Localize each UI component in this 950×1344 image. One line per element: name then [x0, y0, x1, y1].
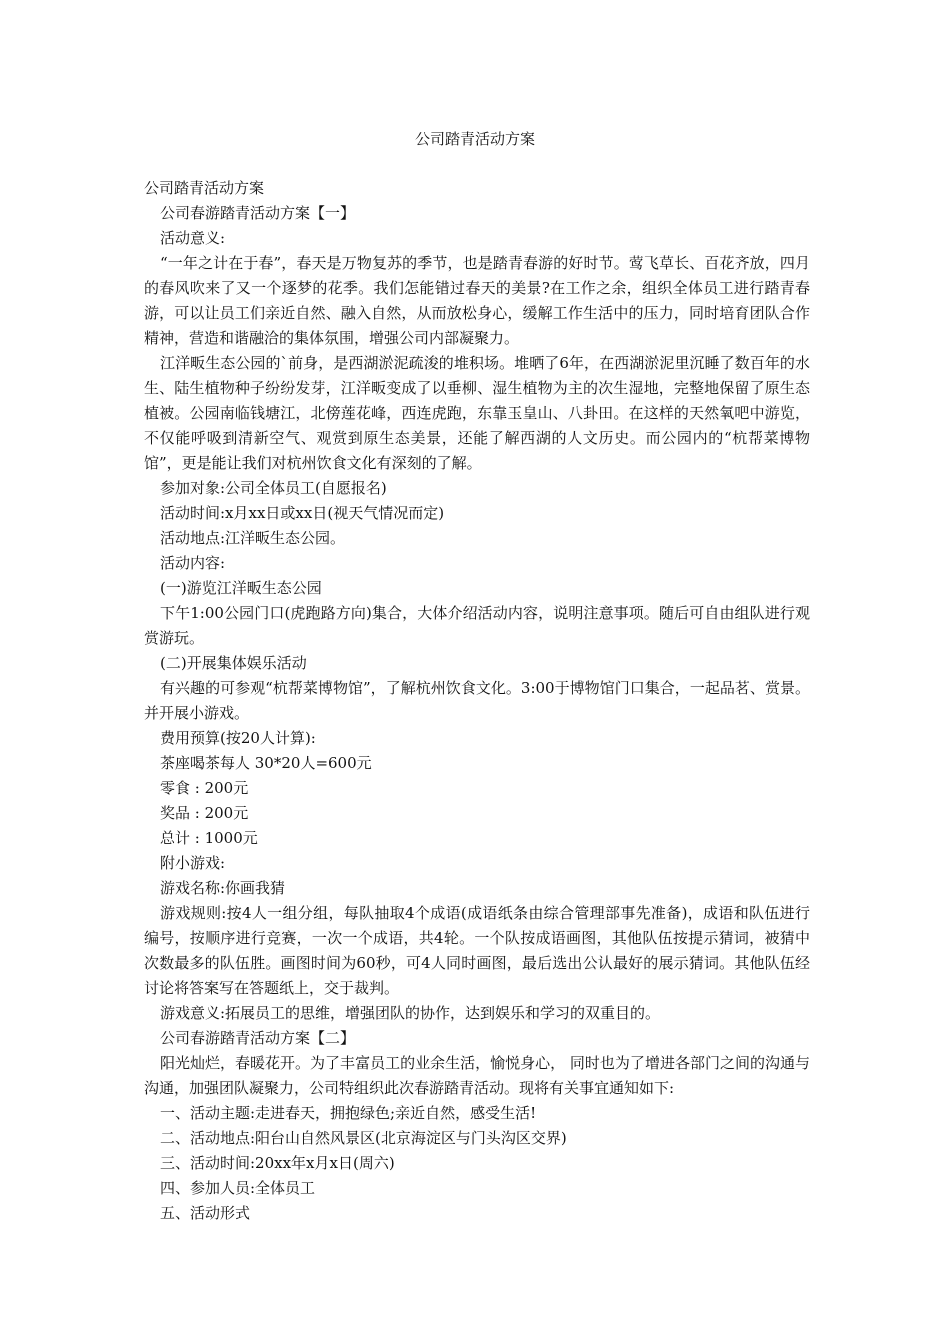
section-heading-plan-one: 公司春游踏青活动方案【一】 — [160, 204, 356, 222]
paragraph-date: 三、活动时间:20xx年x月x日(周六) — [160, 1154, 395, 1172]
paragraph-budget-total: 总计 : 1000元 — [160, 829, 258, 847]
paragraph-purpose: “一年之计在于春”，春天是万物复苏的季节，也是踏青春游的好时节。莺飞草长、百花齐放，四月的春风吹来了又一个逐梦的花季。我们怎能错过春天的美景?在工作之余，组织全体员工进行踏青春游，可以让员工们亲近自然、融入自然，从而放松身心，缓解工作生活中的压力，同时培育团队合作精神，营造和谐融洽的集体氛围，增强公司内部凝聚力。 — [144, 254, 810, 347]
paragraph-venue: 二、活动地点:阳台山自然风景区(北京海淀区与门头沟区交界) — [160, 1129, 567, 1147]
paragraph-budget-prizes: 奖品 : 200元 — [160, 804, 249, 822]
paragraph-participants: 参加对象:公司全体员工(自愿报名) — [160, 479, 387, 497]
paragraph-content-label: 活动内容: — [160, 554, 226, 572]
paragraph-subtitle: 公司踏青活动方案 — [144, 179, 265, 197]
paragraph-item-one-detail: 下午1:00公园门口(虎跑路方向)集合，大体介绍活动内容，说明注意事项。随后可自由组队进行观赏游玩。 — [144, 604, 810, 647]
paragraph-theme: 一、活动主题:走进春天，拥抱绿色;亲近自然，感受生活! — [160, 1104, 537, 1122]
paragraph-attendees: 四、参加人员:全体员工 — [160, 1179, 316, 1197]
paragraph-games-label: 附小游戏: — [160, 854, 226, 872]
paragraph-item-two: (二)开展集体娱乐活动 — [160, 654, 307, 672]
paragraph-game-meaning: 游戏意义:拓展员工的思维，增强团队的协作，达到娱乐和学习的双重目的。 — [160, 1004, 661, 1022]
paragraph-game-name: 游戏名称:你画我猜 — [160, 879, 286, 897]
section-heading-plan-two: 公司春游踏青活动方案【二】 — [160, 1029, 356, 1047]
paragraph-location: 活动地点:江洋畈生态公园。 — [160, 529, 346, 547]
paragraph-park-intro: 江洋畈生态公园的`前身，是西湖淤泥疏浚的堆积场。堆晒了6年，在西湖淤泥里沉睡了数百年的水生、陆生植物种子纷纷发芽，江洋畈变成了以垂柳、湿生植物为主的次生湿地，完整地保留了原生态植被。公园南临钱塘江，北傍莲花峰，西连虎跑，东靠玉皇山、八卦田。在这样的天然氧吧中游览，不仅能呼吸到清新空气、观赏到原生态美景，还能了解西湖的人文历史。而公园内的“杭帮菜博物馆”，更是能让我们对杭州饮食文化有深刻的了解。 — [144, 354, 810, 472]
paragraph-format: 五、活动形式 — [160, 1204, 251, 1222]
paragraph-plan-two-intro: 阳光灿烂，春暖花开。为了丰富员工的业余生活，愉悦身心， 同时也为了增进各部门之间的沟通与沟通，加强团队凝聚力，公司特组织此次春游踏青活动。现将有关事宜通知如下: — [144, 1054, 810, 1097]
paragraph-time: 活动时间:x月xx日或xx日(视天气情况而定) — [160, 504, 445, 522]
paragraph-purpose-label: 活动意义: — [160, 229, 226, 247]
paragraph-game-rules: 游戏规则:按4人一组分组，每队抽取4个成语(成语纸条由综合管理部事先准备)，成语和队伍进行编号，按顺序进行竞赛，一次一个成语，共4轮。一个队按成语画图，其他队伍按提示猜词，被猜中次数最多的队伍胜。画图时间为60秒，可4人同时画图，最后选出公认最好的展示猜词。其他队伍经讨论将答案写在答题纸上，交于裁判。 — [144, 904, 810, 997]
paragraph-item-two-detail: 有兴趣的可参观“杭帮菜博物馆”，了解杭州饮食文化。3:00于博物馆门口集合，一起品茗、赏景。并开展小游戏。 — [144, 679, 810, 722]
paragraph-budget-tea: 茶座喝茶每人 30*20人=600元 — [160, 754, 372, 772]
paragraph-item-one: (一)游览江洋畈生态公园 — [160, 579, 322, 597]
document-title: 公司踏青活动方案 — [414, 130, 535, 148]
paragraph-budget-snacks: 零食 : 200元 — [160, 779, 249, 797]
paragraph-budget-label: 费用预算(按20人计算): — [160, 729, 316, 747]
document-body — [144, 176, 810, 1226]
